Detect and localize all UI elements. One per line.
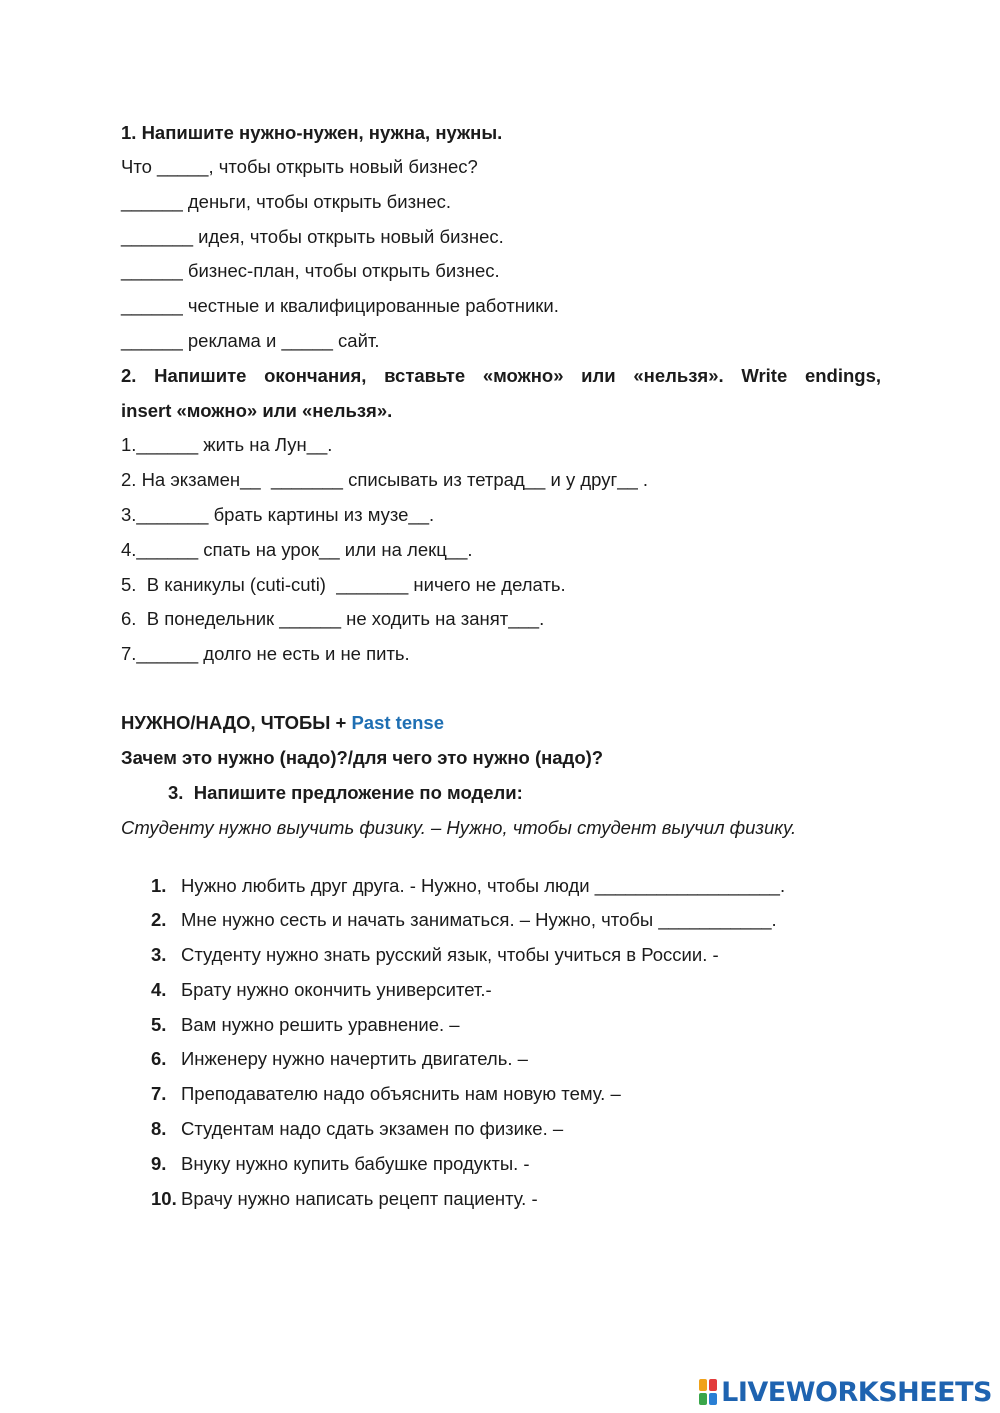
list-item-number: 1. bbox=[151, 875, 167, 896]
list-item-text: Врачу нужно написать рецепт пациенту. - bbox=[181, 1188, 538, 1209]
section1-line: ______ деньги, чтобы открыть бизнес. bbox=[121, 191, 451, 212]
section3-heading bbox=[121, 712, 881, 734]
section2-line: 1.______ жить на Лун__. bbox=[121, 434, 333, 455]
list-item-text: Инженеру нужно начертить двигатель. – bbox=[181, 1048, 528, 1069]
section3-heading-prefix: НУЖНО/НАДО, ЧТОБЫ + bbox=[121, 712, 352, 733]
section2-line: 2. На экзамен__ _______ списывать из тетрад__ и у друг__ . bbox=[121, 469, 649, 490]
liveworksheets-logo[interactable] bbox=[699, 1377, 992, 1407]
section2-line: 5. В каникулы (cuti-cuti) _______ ничего не делать. bbox=[121, 574, 566, 595]
list-item-number: 7. bbox=[151, 1083, 167, 1104]
section2-line: 7.______ долго не есть и не пить. bbox=[121, 643, 410, 664]
list-item-number: 3. bbox=[151, 944, 167, 965]
logo-text: LIVEWORKSHEETS bbox=[721, 1376, 992, 1408]
list-item-text: Студенту нужно знать русский язык, чтобы учиться в России. - bbox=[181, 944, 719, 965]
list-item-number: 5. bbox=[151, 1014, 167, 1035]
section1-line: ______ честные и квалифицированные работники. bbox=[121, 295, 559, 316]
section1-line: _______ идея, чтобы открыть новый бизнес. bbox=[121, 226, 504, 247]
list-item-text: Нужно любить друг друга. - Нужно, чтобы люди __________________. bbox=[181, 875, 786, 896]
list-item-number: 2. bbox=[151, 909, 167, 930]
section1-line: ______ бизнес-план, чтобы открыть бизнес. bbox=[121, 260, 500, 281]
list-item-text: Преподавателю надо объяснить нам новую тему. – bbox=[181, 1083, 621, 1104]
list-item-number: 4. bbox=[151, 979, 167, 1000]
section2-title-line2: insert «можно» или «нельзя». bbox=[121, 400, 393, 421]
list-item-number: 8. bbox=[151, 1118, 167, 1139]
liveworksheets-logo-icon bbox=[699, 1379, 717, 1405]
section1-title: 1. Напишите нужно-нужен, нужна, нужны. bbox=[121, 122, 503, 143]
section3-example: Студенту нужно выучить физику. – Нужно, чтобы студент выучил физику. bbox=[121, 817, 797, 838]
list-item-number: 10. bbox=[151, 1188, 177, 1209]
section2-title-line1: 2. Напишите окончания, вставьте «можно» или «нельзя». Write endings, bbox=[121, 365, 881, 386]
list-item-text: Вам нужно решить уравнение. – bbox=[181, 1014, 460, 1035]
section1-line: ______ реклама и _____ сайт. bbox=[121, 330, 380, 351]
list-item-text: Брату нужно окончить университет.- bbox=[181, 979, 492, 1000]
list-item-number: 9. bbox=[151, 1153, 167, 1174]
list-item-number: 6. bbox=[151, 1048, 167, 1069]
list-item-text: Студентам надо сдать экзамен по физике. – bbox=[181, 1118, 564, 1139]
list-item-text: Внуку нужно купить бабушке продукты. - bbox=[181, 1153, 530, 1174]
section2-line: 6. В понедельник ______ не ходить на занят___. bbox=[121, 608, 545, 629]
section2-line: 4.______ спать на урок__ или на лекц__. bbox=[121, 539, 473, 560]
section3-heading-highlight: Past tense bbox=[351, 712, 445, 733]
list-item-text: Мне нужно сесть и начать заниматься. – Нужно, чтобы ___________. bbox=[181, 909, 777, 930]
section3-question: Зачем это нужно (надо)?/для чего это нужно (надо)? bbox=[121, 747, 604, 768]
section1-line: Что _____, чтобы открыть новый бизнес? bbox=[121, 156, 478, 177]
section3-task: 3. Напишите предложение по модели: bbox=[168, 782, 523, 803]
section2-line: 3._______ брать картины из музе__. bbox=[121, 504, 435, 525]
